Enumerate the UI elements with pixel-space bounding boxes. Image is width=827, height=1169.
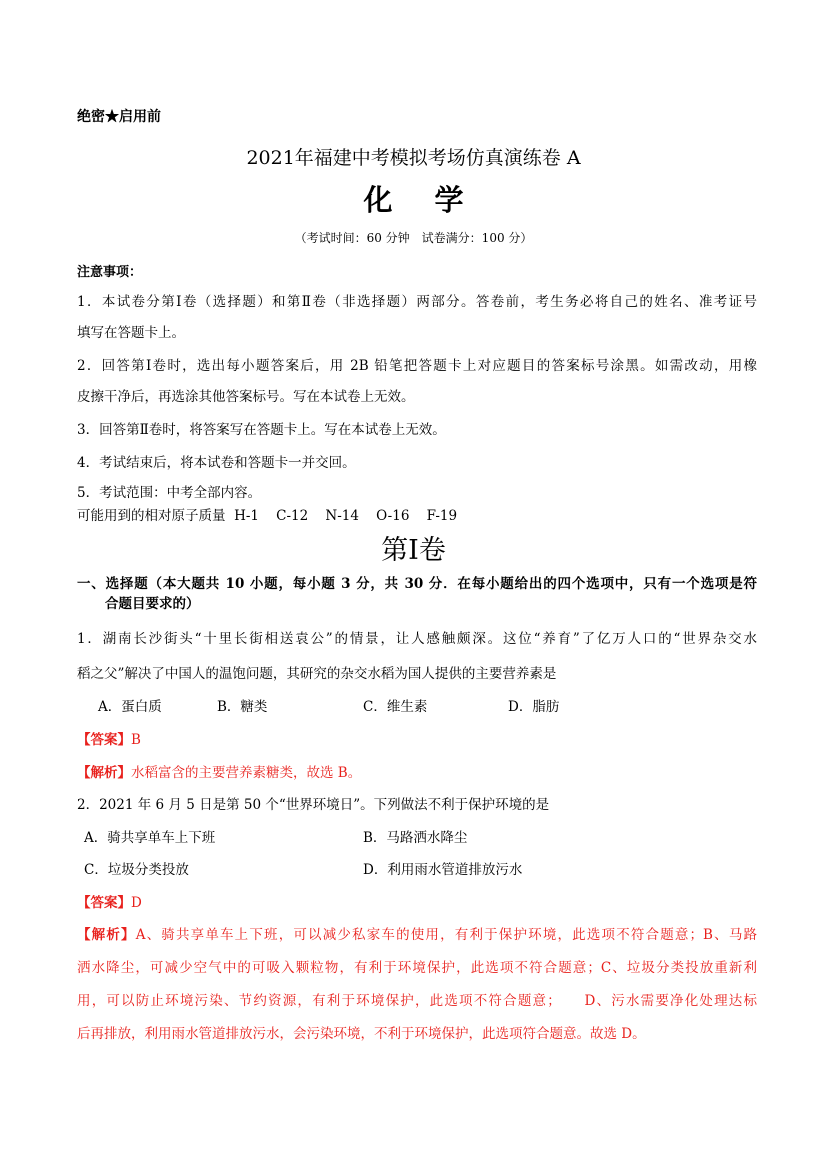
note-item-2-line-2: 皮擦干净后，再选涂其他答案标号。写在本试卷上无效。 — [77, 389, 415, 405]
q1-stem-line-2: 稻之父”解决了中国人的温饱问题，其研究的杂交水稻为国人提供的主要营养素是 — [77, 666, 557, 682]
note-item-1-line-1: 1．本试卷分第Ⅰ卷（选择题）和第Ⅱ卷（非选择题）两部分。答卷前，考生务必将自己的姓名、准考证号 — [77, 294, 757, 310]
q2-answer-value: D — [131, 895, 142, 911]
subject-title: 化学 — [363, 183, 506, 217]
exam-info: （考试时间：60 分钟 试卷满分：100 分） — [294, 231, 533, 245]
q1-analysis-text: 水稻富含的主要营养素糖类，故选 B。 — [131, 765, 362, 781]
q1-answer — [77, 728, 141, 748]
q1-option-b: B．糖类 — [217, 699, 268, 715]
q1-option-d: D．脂肪 — [508, 699, 560, 715]
q1-option-a: A．蛋白质 — [98, 699, 162, 715]
confidential-label: 绝密★启用前 — [77, 109, 161, 125]
q2-option-d: D．利用雨水管道排放污水 — [363, 862, 523, 878]
section-title: 第Ⅰ卷 — [381, 535, 446, 566]
section-instructions-line-2: 合题目要求的） — [105, 596, 200, 612]
notes-heading: 注意事项： — [77, 265, 143, 280]
q1-analysis — [77, 761, 361, 781]
exam-title: 2021年福建中考模拟考场仿真演练卷 A — [246, 147, 581, 169]
note-item-1-line-2: 填写在答题卡上。 — [77, 325, 185, 341]
q2-analysis-line-3: 用，可以防止环境污染、节约资源，有利于环境保护，此选项不符合题意； D、污水需要净化处理达标 — [77, 993, 757, 1009]
q2-analysis-line-4: 后再排放，利用雨水管道排放污水，会污染环境，不利于环境保护，此选项符合题意。故选 D。 — [77, 1026, 646, 1042]
q2-stem: 2．2021 年 6 月 5 日是第 50 个“世界环境日”。下列做法不利于保护环境的是 — [77, 797, 550, 813]
q2-answer-label: 【答案】 — [77, 895, 131, 911]
q1-answer-label: 【答案】 — [77, 732, 131, 748]
section-instructions-line-1: 一、选择题（本大题共 10 小题，每小题 3 分，共 30 分．在每小题给出的四个选项中，只有一个选项是符 — [77, 576, 757, 592]
q1-analysis-label: 【解析】 — [77, 765, 131, 781]
q2-option-b: B．马路洒水降尘 — [363, 830, 468, 846]
note-item-3: 3．回答第Ⅱ卷时，将答案写在答题卡上。写在本试卷上无效。 — [77, 422, 446, 438]
q2-option-c: C．垃圾分类投放 — [84, 862, 189, 878]
note-item-4: 4．考试结束后，将本试卷和答题卡一并交回。 — [77, 455, 356, 471]
q1-option-c: C．维生素 — [363, 699, 428, 715]
q1-answer-value: B — [131, 732, 141, 748]
q2-analysis-line-2: 洒水降尘，可减少空气中的可吸入颗粒物，有利于环境保护，此选项不符合题意；C、垃圾分类投放重新利 — [77, 960, 757, 976]
note-item-2-line-1: 2．回答第Ⅰ卷时，选出每小题答案后，用 2B 铅笔把答题卡上对应题目的答案标号涂黑。如需改动，用橡 — [77, 358, 757, 374]
q2-option-a: A．骑共享单车上下班 — [84, 830, 216, 846]
q1-stem-line-1: 1．湖南长沙街头“十里长街相送袁公”的情景，让人感触颇深。这位“养育”了亿万人口的“世界杂交水 — [77, 631, 757, 647]
q2-analysis-text-1: A、骑共享单车上下班，可以减少私家车的使用，有利于保护环境，此选项不符合题意；B、马路 — [135, 927, 758, 943]
atomic-mass-line: 可能用到的相对原子质量 H-1 C-12 N-14 O-16 F-19 — [77, 508, 458, 524]
q2-answer — [77, 891, 142, 911]
note-item-5: 5．考试范围：中考全部内容。 — [77, 485, 262, 501]
q2-analysis-line-1 — [77, 923, 757, 943]
q2-analysis-label: 【解析】 — [77, 927, 136, 943]
